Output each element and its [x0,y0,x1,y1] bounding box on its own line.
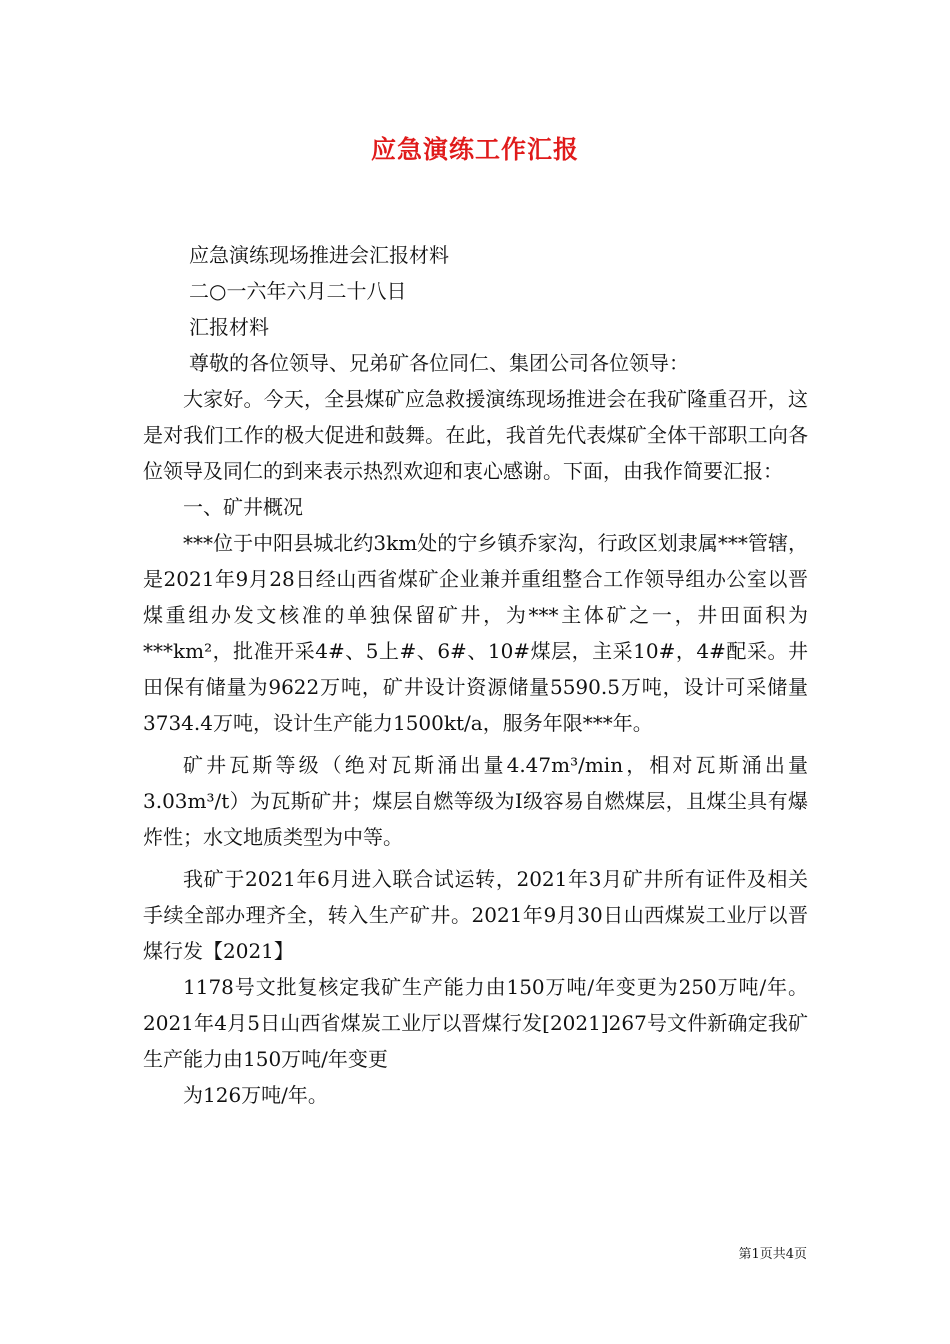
paragraph-capacity-change: 1178号文批复核定我矿生产能力由150万吨/年变更为250万吨/年。2021年4月5日山西省煤炭工业厅以晋煤行发[2021]267号文件新确定我矿生产能力由150万吨/年变更 [143,975,808,1071]
paragraph-heading: 汇报材料 [189,315,269,339]
paragraph-gas-level: 矿井瓦斯等级（绝对瓦斯涌出量4.47m³/min，相对瓦斯涌出量3.03m³/t）为瓦斯矿井；煤层自燃等级为Ⅰ级容易自燃煤层，且煤尘具有爆炸性；水文地质类型为中等。 [143,753,808,849]
paragraph-capacity-final: 为126万吨/年。 [183,1083,328,1107]
page-indicator: 第1页共4页 [738,1247,807,1262]
document-body [143,237,808,1113]
paragraph-mine-overview: ***位于中阳县城北约3km处的宁乡镇乔家沟，行政区划隶属***管辖，是2021年9月28日经山西省煤矿企业兼并重组整合工作领导组办公室以晋煤重组办发文核准的单独保留矿井，为***主体矿之一，井田面积为***km²，批准开采4#、5上#、6#、10#煤层，主采10#，4#配采。井田保有储量为9622万吨，矿井设计资源储量5590.5万吨，设计可采储量3734.4万吨，设计生产能力1500kt/a，服务年限***年。 [143,531,808,735]
paragraph-production-history: 我矿于2021年6月进入联合试运转，2021年3月矿井所有证件及相关手续全部办理齐全，转入生产矿井。2021年9月30日山西煤炭工业厅以晋煤行发【2021】 [143,867,808,963]
paragraph-greeting: 大家好。今天，全县煤矿应急救援演练现场推进会在我矿隆重召开，这是对我们工作的极大促进和鼓舞。在此，我首先代表煤矿全体干部职工向各位领导及同仁的到来表示热烈欢迎和衷心感谢。下面，由我作简要汇报： [143,387,808,483]
paragraph-date: 二○一六年六月二十八日 [189,279,407,303]
document-title: 应急演练工作汇报 [370,135,579,164]
paragraph-salutation: 尊敬的各位领导、兄弟矿各位同仁、集团公司各位领导： [189,351,689,375]
section-heading-mine-overview: 一、矿井概况 [183,495,303,519]
paragraph-subtitle: 应急演练现场推进会汇报材料 [189,243,449,267]
